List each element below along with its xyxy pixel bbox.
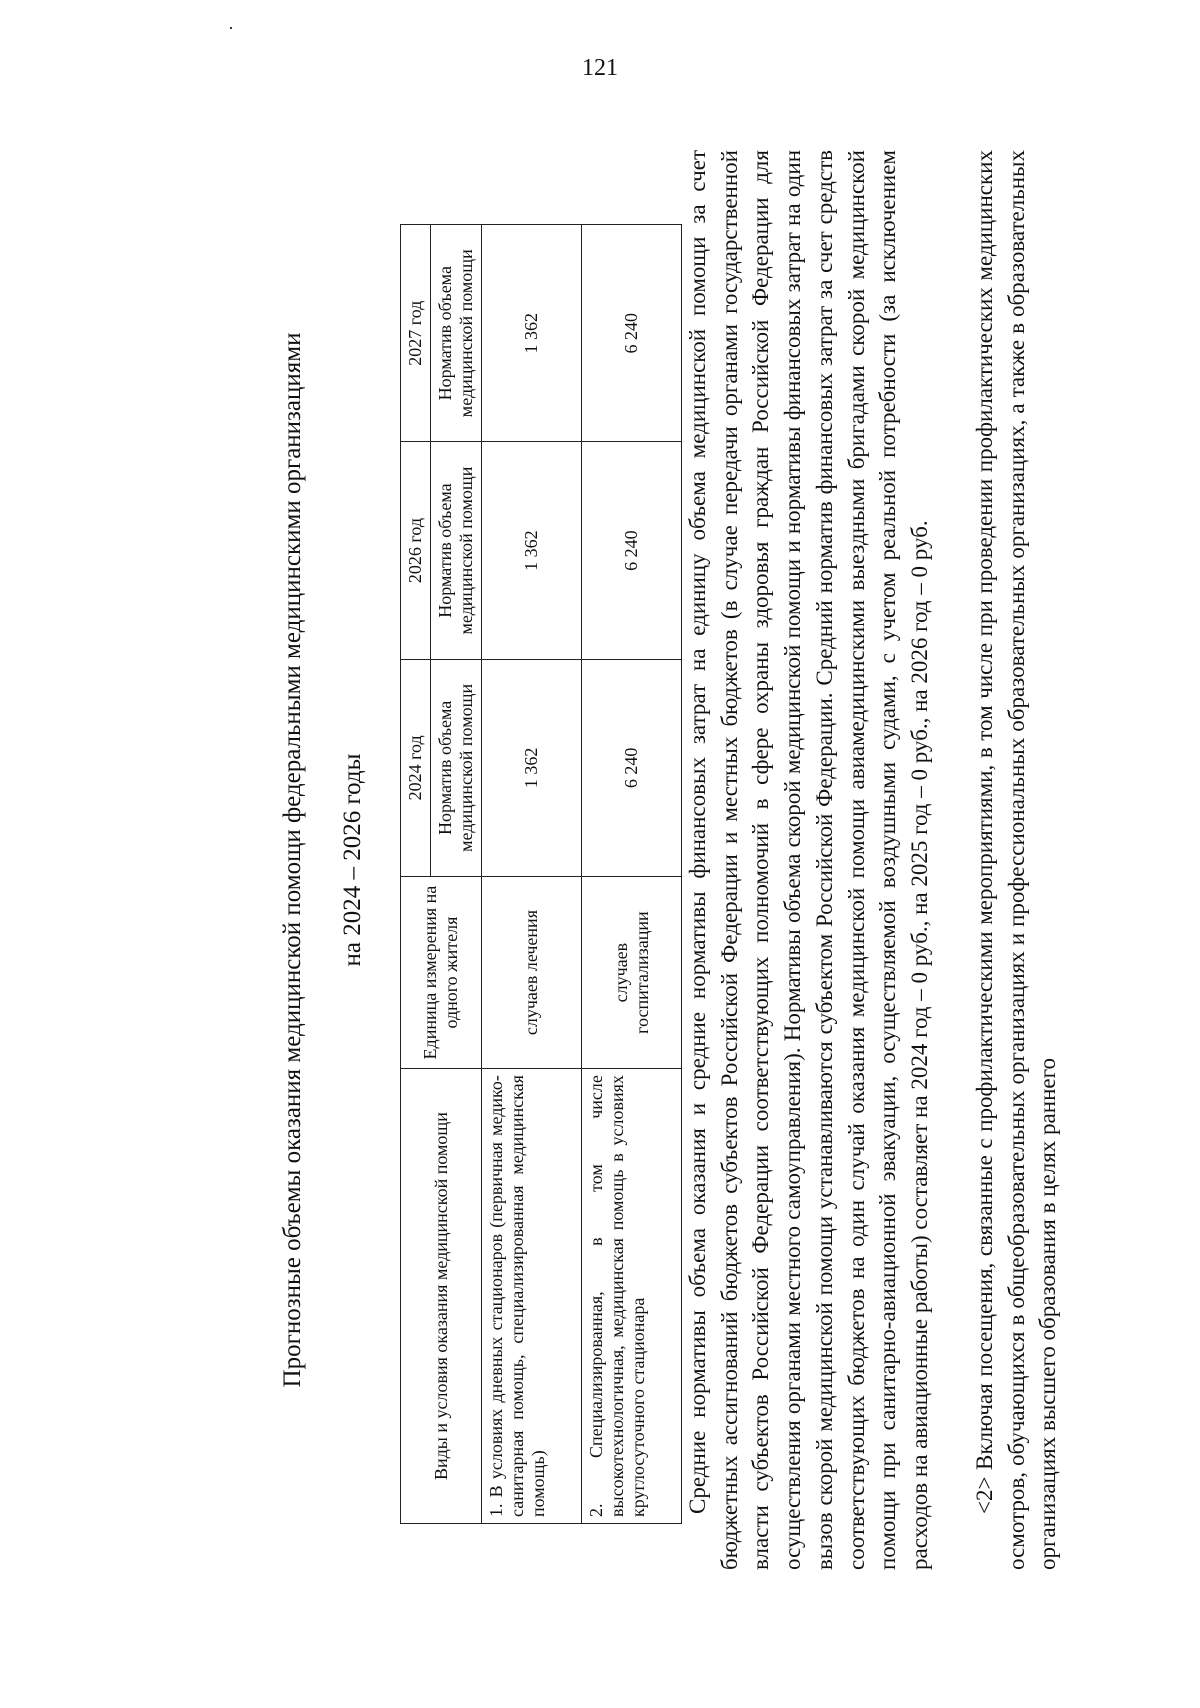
scan-dot: · [228, 18, 234, 38]
table-row [482, 225, 582, 1524]
volume-table [400, 224, 682, 1524]
table-header-row [401, 225, 431, 1524]
header-year-2027: 2027 год [401, 225, 431, 442]
body-paragraph: Средние нормативы объема оказания и средние нормативы финансовых затрат на единицу объема медицинской помощи за счет бюджетных ассигнований бюджетов субъектов Российской Федерации и местных бюджетов (в случае передачи органами государственной власти субъектов Российской Федерации соответствующих полномочий в сфере охраны здоровья граждан Российской Федерации для осуществления органами местного самоуправления). Нормативы объема скорой медицинской помощи и нормативы финансовых затрат на один вызов скорой медицинской помощи устанавливаются субъектом Российской Федерации. Средний норматив финансовых затрат за счет средств соответствующих бюджетов на один случай оказания медицинской помощи авиамедицинскими выездными бригадами скорой медицинской помощи при санитарно-авиационной эвакуации, осуществляемой воздушными судами, с учетом реальной потребности (за исключением расходов на авиационные работы) составляет на 2024 год – 0 руб., на 2025 год – 0 руб., на 2026 год – 0 руб. [685, 150, 932, 1570]
header-norm-2026: Норматив объема медицинской помощи [431, 442, 482, 659]
header-year-2024: 2024 год [401, 659, 431, 876]
table-subtitle: на 2024 – 2026 годы [339, 753, 366, 967]
row-type: 1. В условиях дневных стационаров (первичная медико-санитарная помощь, специализированная медицинская помощь) [482, 1069, 582, 1524]
header-year-2026: 2026 год [401, 442, 431, 659]
row-value-2027: 1 362 [482, 225, 582, 442]
row-unit: случаев госпитализации [582, 877, 682, 1069]
header-norm-2024: Норматив объема медицинской помощи [431, 659, 482, 876]
header-unit: Единица измерения на одного жителя [401, 877, 482, 1069]
row-value-2026: 6 240 [582, 442, 682, 659]
header-type: Виды и условия оказания медицинской помощи [401, 1069, 482, 1524]
rotated-content [200, 100, 1080, 1620]
row-value-2024: 6 240 [582, 659, 682, 876]
row-value-2027: 6 240 [582, 225, 682, 442]
page-number: 121 [582, 55, 618, 81]
row-value-2024: 1 362 [482, 659, 582, 876]
footnote-paragraph: <2> Включая посещения, связанные с профилактическими мероприятиями, в том числе при проведении профилактических медицинских осмотров, обучающихся в общеобразовательных организациях и профессиональных образовательных организациях, а также в образовательных организациях высшего образования в целях раннего [972, 150, 1061, 1570]
header-norm-2027: Норматив объема медицинской помощи [431, 225, 482, 442]
row-unit: случаев лечения [482, 877, 582, 1069]
row-value-2026: 1 362 [482, 442, 582, 659]
table-row [582, 225, 682, 1524]
row-type: 2. Специализированная, в том числе высокотехнологичная, медицинская помощь в условиях круглосуточного стационара [582, 1069, 682, 1524]
table-title: Прогнозные объемы оказания медицинской помощи федеральными медицинскими организациями [279, 332, 306, 1388]
